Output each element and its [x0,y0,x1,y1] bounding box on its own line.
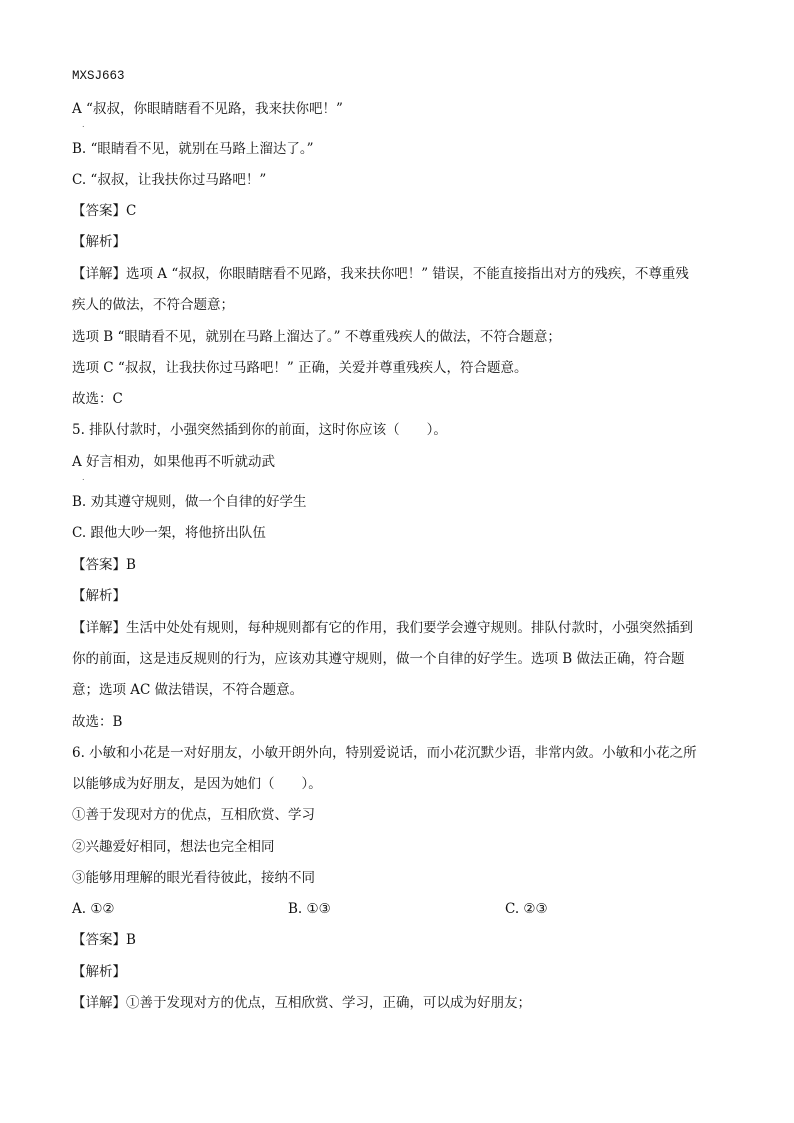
q4-answer: 【答案】C [72,203,137,219]
q6-item-3: ③能够用理解的眼光看待彼此，接纳不同 [72,870,315,886]
q4-detail-line-3: 选项 B “眼睛看不见，就别在马路上溜达了。” 不尊重残疾人的做法，不符合题意； [72,329,561,345]
q6-option-a: A. ①② [72,901,115,917]
q6-option-b: B. ①③ [288,901,331,917]
q5-detail-line-3: 意；选项 AC 做法错误，不符合题意。 [72,682,304,698]
q6-item-2: ②兴趣爱好相同，想法也完全相同 [72,839,275,855]
q6-option-c: C. ②③ [505,901,548,917]
q6-detail-line-1: 【详解】①善于发现对方的优点，互相欣赏、学习，正确，可以成为好朋友； [72,995,531,1011]
q6-analysis-heading: 【解析】 [72,964,126,980]
q5-analysis-heading: 【解析】 [72,588,126,604]
document-code: MXSJ663 [72,69,125,83]
q5-question: 5. 排队付款时，小强突然插到你的前面，这时你应该（ ）。 [72,422,447,438]
q5-option-a: A 好言相劝，如果他再不听就动武 [72,454,276,470]
q6-item-1: ①善于发现对方的优点，互相欣赏、学习 [72,807,315,823]
q4-detail-line-1: 【详解】选项 A “叔叔，你眼睛瞎看不见路，我来扶你吧！” 错误，不能直接指出对方的残疾，不尊重残 [72,266,689,282]
q5-option-b: B. 劝其遵守规则，做一个自律的好学生 [72,494,307,510]
q4-option-b: B. “眼睛看不见，就别在马路上溜达了。” [72,141,314,157]
q4-analysis-heading: 【解析】 [72,234,126,250]
q5-option-c: C. 跟他大吵一架，将他挤出队伍 [72,525,266,541]
q6-question-line-2: 以能够成为好朋友，是因为她们（ ）。 [72,776,322,792]
q5-conclusion: 故选：B [72,714,123,730]
q5-answer: 【答案】B [72,557,136,573]
q6-question-line-1: 6. 小敏和小花是一对好朋友，小敏开朗外向，特别爱说话，而小花沉默少语，非常内敛。小敏和小花之所 [72,745,697,761]
option-a-marker: . [82,120,85,129]
q4-conclusion: 故选：C [72,391,123,407]
q4-option-c: C. “叔叔，让我扶你过马路吧！” [72,172,267,188]
q4-option-a: A “叔叔，你眼睛瞎看不见路，我来扶你吧！” [72,101,343,117]
q4-detail-line-2: 疾人的做法，不符合题意； [72,297,234,313]
q6-answer: 【答案】B [72,932,136,948]
q5-detail-line-2: 你的前面，这是违反规则的行为，应该劝其遵守规则，做一个自律的好学生。选项 B 做法正确，符合题 [72,651,685,667]
q5-detail-line-1: 【详解】生活中处处有规则，每种规则都有它的作用，我们要学会遵守规则。排队付款时，小强突然插到 [72,620,693,636]
option-a-marker: . [82,473,85,482]
q4-detail-line-4: 选项 C “叔叔，让我扶你过马路吧！” 正确，关爱并尊重残疾人，符合题意。 [72,360,528,376]
